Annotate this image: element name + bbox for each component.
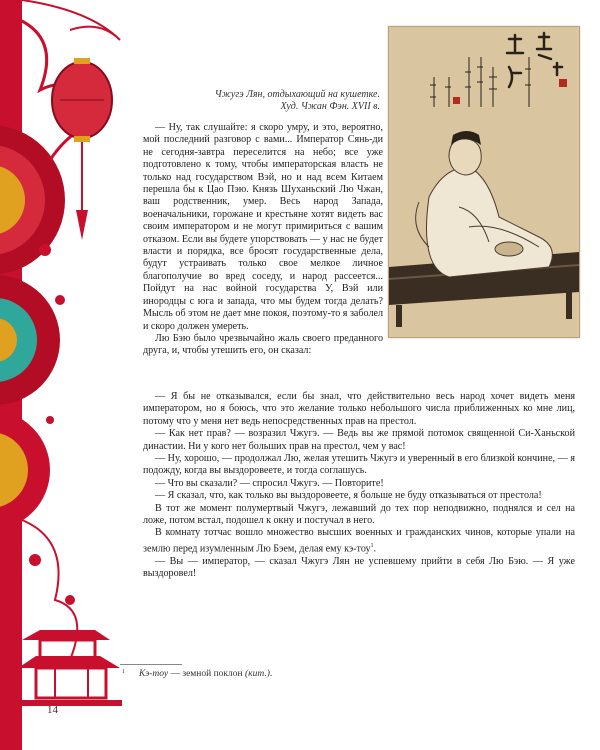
paragraph-text: В комнату тотчас вошло множество высших военных и гражданских чинов, которые упали на землю перед изумленным Лю Бэем, делая ему кэ-тоу (143, 527, 575, 555)
paragraph: — Вы — император, — сказал Чжугэ Лян не успевшему прийти в себя Лю Бэю. — Я уже выздоровел! (143, 555, 575, 580)
paragraph: — Ну, так слушайте: я скоро умру, и это, вероятно, мой последний разговор с вами... Император Сянь-ди не сегодня-завтра переселится на небо; все уже подготовлено к тому, чтобы императорская власть не только над государством Вэй, но и над всем Китаем перешла бы к Цао Пэю. Князь Шуханьский Лю Чжан, ваш родственник, умер. Весь народ Запада, военачальники, горожане и крестьяне хотят видеть вас своим императором и не могут примириться с вашим отказом. Если вы будете упорствовать — у нас не будет власти и порядка, все бросят государственные дела, будут устраивать только свое мелкое личное благополучие во вред соседу, и народ рассеется... Пойдут на нас войной государства У, Вэй или инородцы с юга и запада, что мы будем тогда делать? Мысль об этом не дает мне покоя, поэтому-то я заболел и скоро должен умереть. (143, 122, 384, 332)
narrow-text-column (143, 122, 383, 358)
paragraph: — Я сказал, что, как только вы выздоровеете, я больше не буду отказываться от престола! (155, 490, 542, 502)
wide-text-column (143, 391, 575, 580)
footnote-number: 1 (122, 669, 125, 675)
footnote-term: Кэ-тоу (139, 669, 169, 679)
paragraph: — Ну, хорошо, — продолжал Лю, желая утешить Чжугэ и уверенный в его близкой кончине, — я подожду, когда вы выздоровеете, и тогда соглашусь. (143, 453, 575, 477)
footnote-note: (кит.) (245, 669, 270, 679)
page-number: 14 (47, 704, 58, 716)
paragraph-with-footnote (143, 527, 575, 555)
decorative-border (0, 0, 150, 750)
painting-zhuge-liang (388, 26, 580, 338)
paragraph: — Я бы не отказывался, если бы знал, что действительно весь народ хочет видеть меня императором, но я боюсь, что это желание только небольшого числа приближенных ко мне лиц, потому что у меня нет ведь непосредственных прав на престол. (143, 391, 575, 427)
footnote-end: . (269, 669, 273, 679)
paragraph: — Как нет прав? — возразил Чжугэ. — Ведь вы же прямой потомок священной Си-Ханьской династии. Ни у кого нет больших прав на престол, чем у вас! (143, 428, 575, 452)
footnote-reference[interactable]: 1 (370, 542, 374, 549)
footnote-divider (120, 664, 182, 665)
footnote-definition: — земной поклон (168, 669, 245, 679)
paragraph-end: . (373, 543, 377, 555)
paragraph: Лю Бэю было чрезвычайно жаль своего преданного друга, и, чтобы утешить его, он сказал: (143, 332, 383, 357)
caption-line-1: Чжугэ Лян, отдыхающий на кушетке. (214, 89, 380, 100)
paragraph: В тот же момент полумертвый Чжугэ, лежавший до тех пор неподвижно, поднялся и сел на ложе, потом встал, подошел к окну и постучал в него. (143, 502, 575, 527)
painting-caption (175, 89, 380, 113)
painting-image (389, 27, 579, 337)
paragraph: — Что вы сказали? — спросил Чжугэ. — Повторите! (155, 477, 384, 489)
caption-line-2: Худ. Чжан Фэн. XVII в. (280, 101, 380, 112)
footnote (122, 669, 272, 679)
